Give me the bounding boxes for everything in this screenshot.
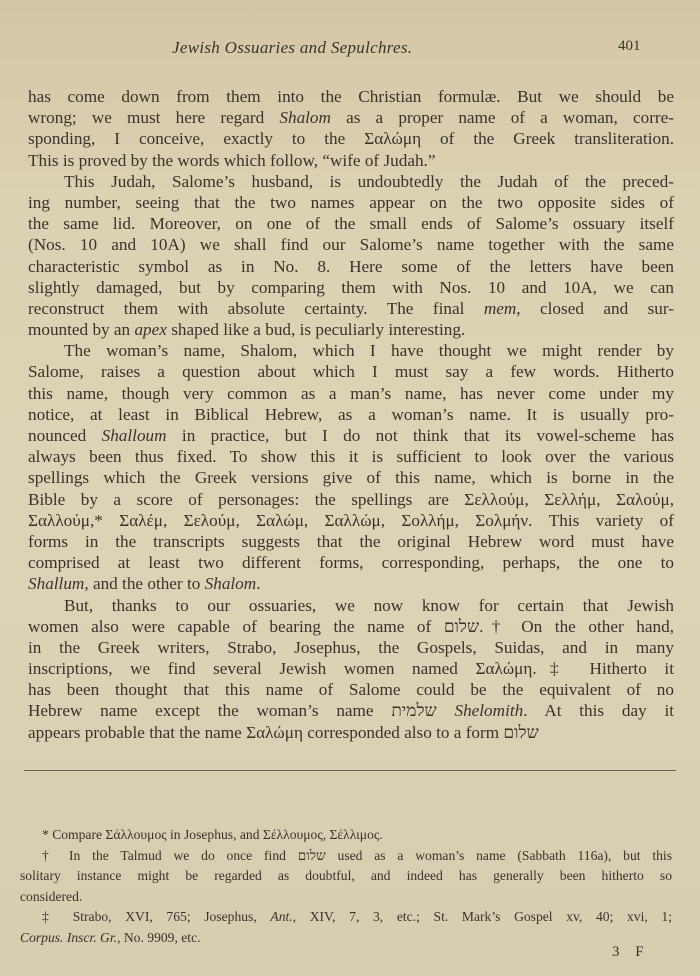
- text-line: [28, 637, 674, 658]
- text-line: [28, 616, 674, 637]
- footnotes: [20, 825, 672, 949]
- text-segment: as a proper name of a woman, corre-: [330, 108, 674, 128]
- signature-mark: 3 F: [612, 944, 650, 960]
- text-segment: forms in the transcripts suggests that the original Hebrew word must have: [28, 531, 674, 551]
- text-segment: (Nos. 10 and 10A) we shall find our Salome’s name together with the same: [28, 235, 674, 255]
- text-line: [28, 425, 674, 446]
- text-line: [28, 404, 674, 425]
- text-segment: But, thanks to our ossuaries, we now know for certain that Jewish: [64, 595, 674, 615]
- text-line: [20, 866, 672, 887]
- text-segment: notice, at least in Biblical Hebrew, as a woman’s name. It is usually pro-: [28, 404, 674, 424]
- text-segment: Salome, raises a question about which I must say a few words. Hitherto: [28, 362, 674, 382]
- text-segment: * Compare Σάλλουμος in Josephus, and Σέλλουμος, Σέλλιμος.: [42, 827, 383, 842]
- text-line: [28, 446, 674, 467]
- text-line: [28, 192, 674, 213]
- text-line: [20, 846, 672, 867]
- text-line: [28, 277, 674, 298]
- text-segment: , and the other to: [84, 574, 205, 594]
- text-line: [28, 531, 674, 552]
- page-number: 401: [618, 38, 641, 54]
- paragraph: [28, 340, 674, 594]
- italic-text: mem: [483, 298, 517, 318]
- text-segment: spellings which the Greek versions give of this name, which is borne in the: [28, 468, 674, 488]
- text-line: [28, 319, 674, 340]
- text-segment: wrong; we must here regard: [28, 108, 280, 128]
- italic-text: Shalom: [279, 108, 331, 128]
- text-segment: nounced: [28, 426, 102, 445]
- text-line: [28, 679, 674, 700]
- footnote: [20, 825, 672, 846]
- text-line: [28, 489, 674, 510]
- italic-text: Shalloum: [101, 426, 167, 445]
- italic-text: apex: [134, 320, 167, 340]
- text-line: [28, 573, 674, 594]
- text-line: [28, 256, 674, 277]
- footnote: [20, 846, 672, 908]
- text-line: [28, 722, 674, 743]
- footnote-divider: [24, 770, 676, 771]
- page-header: [0, 38, 700, 62]
- text-line: [28, 361, 674, 382]
- text-line: [28, 510, 674, 531]
- text-segment: appears probable that the name Σαλώμη corresponded also to a form שלום: [28, 722, 539, 742]
- text-segment: .: [256, 574, 261, 594]
- text-line: [28, 171, 674, 192]
- text-segment: characteristic symbol as in No. 8. Here some of the letters have been: [28, 256, 674, 276]
- text-line: [28, 86, 674, 107]
- text-line: [28, 107, 674, 128]
- text-segment: has come down from them into the Christian formulæ. But we should be: [28, 87, 674, 106]
- running-title: Jewish Ossuaries and Sepulchres.: [172, 38, 413, 57]
- text-segment: comprised at least two different forms, corresponding, perhaps, the one to: [28, 553, 674, 573]
- text-line: [28, 298, 674, 319]
- text-segment: Hebrew name except the woman’s name שלמית: [28, 701, 455, 721]
- text-segment: has been thought that this name of Salome could be the equivalent of no: [28, 680, 674, 700]
- text-segment: in practice, but I do not think that its vowel-scheme has: [166, 426, 675, 445]
- text-segment: sponding, I conceive, exactly to the Σαλώμη of the Greek transliteration.: [28, 129, 674, 149]
- text-segment: , No. 9909, etc.: [117, 929, 201, 945]
- text-segment: slightly damaged, but by comparing them with Nos. 10 and 10A, we can: [28, 277, 674, 297]
- text-line: [28, 552, 674, 573]
- text-segment: this name, though very common as a man’s name, has never come under my: [28, 383, 674, 403]
- text-line: [28, 128, 674, 149]
- text-segment: solitary instance might be regarded as doubtful, and indeed has generally been hitherto so: [20, 868, 672, 884]
- text-segment: reconstruct them with absolute certainty. The final: [28, 298, 484, 318]
- text-segment: This Judah, Salome’s husband, is undoubtedly the Judah of the preced-: [64, 171, 674, 191]
- text-line: [28, 340, 674, 361]
- text-line: [28, 150, 674, 171]
- text-segment: . At this day it: [523, 701, 674, 721]
- footnote: [20, 907, 672, 948]
- text-segment: always been thus fixed. To show this it is sufficient to look over the various: [28, 447, 674, 467]
- paragraph: [28, 595, 674, 743]
- text-segment: ‡ Strabo, XVI, 765; Josephus,: [42, 909, 271, 925]
- main-text: [28, 86, 674, 743]
- text-line: [20, 907, 672, 928]
- text-segment: women also were capable of bearing the name of שלום.† On the other hand,: [28, 616, 674, 636]
- italic-text: Shelomith: [454, 701, 524, 721]
- paragraph: [28, 171, 674, 341]
- text-line: [28, 658, 674, 679]
- text-segment: considered.: [20, 888, 83, 904]
- text-segment: The woman’s name, Shalom, which I have thought we might render by: [64, 341, 674, 361]
- text-segment: † In the Talmud we do once find שלום used as a woman’s name (Sabbath 116a), but this: [42, 847, 672, 863]
- italic-text: Shallum: [28, 574, 85, 594]
- text-line: [28, 467, 674, 488]
- text-segment: This is proved by the words which follow, “wife of Judah.”: [28, 150, 436, 170]
- text-line: [28, 700, 674, 721]
- text-segment: Bible by a score of personages: the spellings are Σελλούμ, Σελλήμ, Σαλούμ,: [28, 489, 674, 509]
- italic-text: Shalom: [204, 574, 257, 594]
- text-line: [20, 825, 672, 846]
- paragraph: [28, 86, 674, 171]
- text-line: [28, 595, 674, 616]
- text-segment: inscriptions, we find several Jewish women named Σαλώμη.‡ Hitherto it: [28, 659, 674, 679]
- text-segment: ing number, seeing that the two names appear on the two opposite sides of: [28, 192, 674, 212]
- text-segment: Σαλλούμ,* Σαλέμ, Σελούμ, Σαλώμ, Σαλλώμ, Σολλήμ, Σολμήν. This variety of: [28, 510, 674, 530]
- text-line: [28, 383, 674, 404]
- text-segment: mounted by an: [28, 320, 135, 340]
- text-segment: shaped like a bud, is peculiarly interesting.: [166, 320, 466, 340]
- text-line: [20, 887, 672, 908]
- italic-text: Corpus. Inscr. Gr.: [20, 929, 118, 945]
- text-segment: the same lid. Moreover, on one of the small ends of Salome’s ossuary itself: [28, 214, 674, 234]
- text-segment: , closed and sur-: [516, 298, 674, 318]
- text-line: [28, 213, 674, 234]
- text-line: [20, 928, 672, 949]
- text-segment: in the Greek writers, Strabo, Josephus, the Gospels, Suidas, and in many: [28, 637, 674, 657]
- text-segment: , XIV, 7, 3, etc.; St. Mark’s Gospel xv, 40; xvi, 1;: [292, 909, 672, 925]
- italic-text: Ant.: [270, 909, 293, 925]
- text-line: [28, 234, 674, 255]
